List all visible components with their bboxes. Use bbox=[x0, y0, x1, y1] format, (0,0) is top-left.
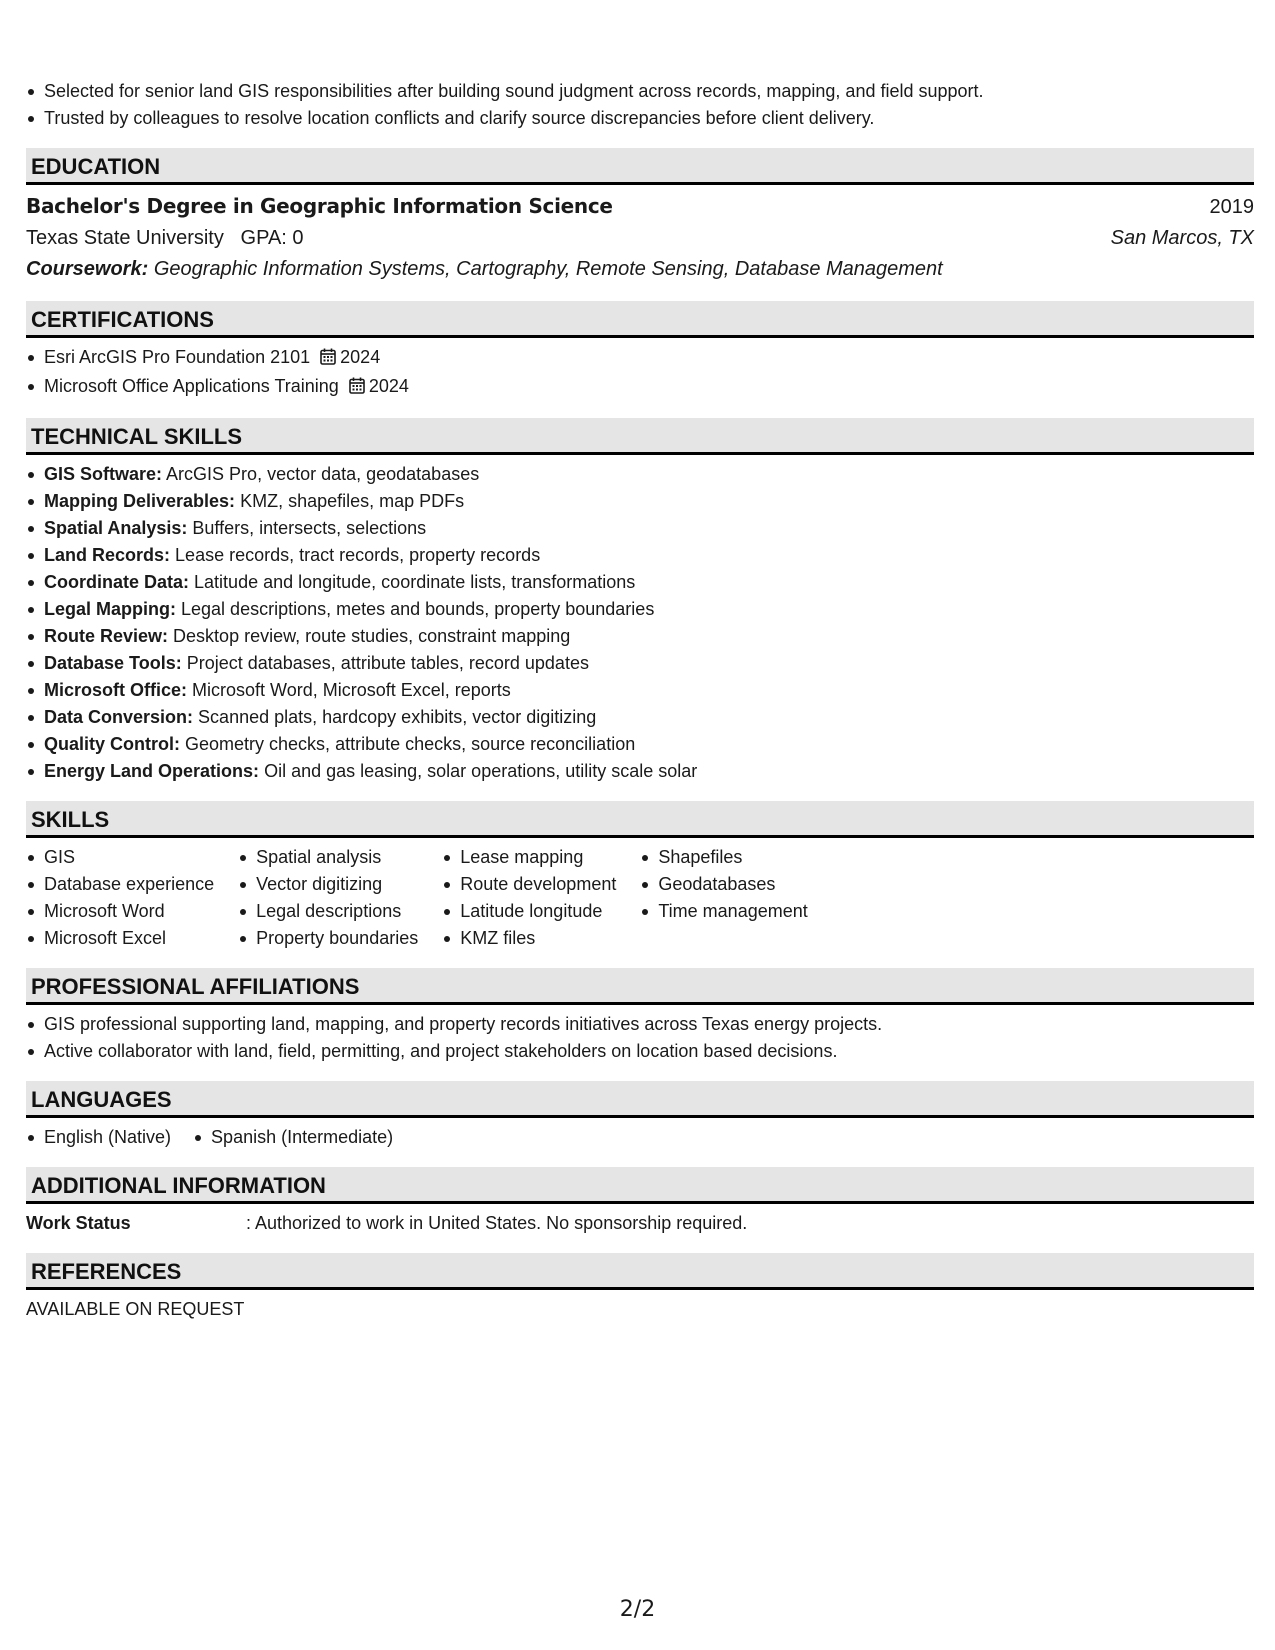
skill-value: Oil and gas leasing, solar operations, utility scale solar bbox=[264, 761, 698, 781]
list-item: Route development bbox=[460, 871, 616, 898]
list-item bbox=[44, 650, 1254, 677]
section-heading-languages: LANGUAGES bbox=[26, 1081, 1254, 1118]
school-location: San Marcos, TX bbox=[1110, 227, 1254, 249]
skill-value: Microsoft Word, Microsoft Excel, reports bbox=[192, 680, 511, 700]
work-status-row bbox=[26, 1210, 1254, 1237]
skills-column bbox=[26, 844, 214, 952]
coursework-list: Geographic Information Systems, Cartography, Remote Sensing, Database Management bbox=[153, 258, 943, 280]
list-item: Microsoft Word bbox=[44, 898, 214, 925]
certifications-section bbox=[26, 338, 1254, 402]
list-item bbox=[44, 542, 1254, 569]
references-text: AVAILABLE ON REQUEST bbox=[26, 1299, 245, 1319]
page-number: 2/2 bbox=[619, 1597, 656, 1622]
skills-column bbox=[442, 844, 616, 952]
list-item: KMZ files bbox=[460, 925, 616, 952]
certification-name: Esri ArcGIS Pro Foundation 2101 bbox=[44, 347, 311, 367]
gpa: GPA: 0 bbox=[240, 227, 304, 249]
calendar-icon bbox=[320, 346, 336, 373]
section-heading-certifications: CERTIFICATIONS bbox=[26, 301, 1254, 338]
calendar-icon bbox=[349, 375, 365, 402]
school-name: Texas State University bbox=[26, 227, 224, 249]
language-list bbox=[26, 1124, 171, 1151]
certification-item bbox=[44, 373, 1254, 402]
skill-label: Data Conversion: bbox=[44, 707, 194, 727]
list-item: Microsoft Excel bbox=[44, 925, 214, 952]
list-item bbox=[44, 677, 1254, 704]
skill-value: Geometry checks, attribute checks, source reconciliation bbox=[185, 734, 636, 754]
certification-list bbox=[26, 344, 1254, 402]
section-heading-technical-skills: TECHNICAL SKILLS bbox=[26, 418, 1254, 455]
skill-label: Mapping Deliverables: bbox=[44, 491, 236, 511]
certification-year: 2024 bbox=[340, 347, 381, 367]
list-item: Geodatabases bbox=[658, 871, 807, 898]
language-item: English (Native) bbox=[44, 1124, 171, 1151]
list-item: Vector digitizing bbox=[256, 871, 418, 898]
list-item bbox=[44, 623, 1254, 650]
skill-value: Desktop review, route studies, constraint mapping bbox=[173, 626, 571, 646]
skill-label: Coordinate Data: bbox=[44, 572, 190, 592]
skill-value: ArcGIS Pro, vector data, geodatabases bbox=[166, 464, 480, 484]
list-item: Lease mapping bbox=[460, 844, 616, 871]
list-item bbox=[44, 488, 1254, 515]
affiliations-list bbox=[26, 1011, 1254, 1065]
list-item: Latitude longitude bbox=[460, 898, 616, 925]
skills-grid bbox=[26, 838, 1254, 952]
education-section bbox=[26, 185, 1254, 285]
technical-skills-list bbox=[26, 461, 1254, 785]
list-item: Selected for senior land GIS responsibilities after building sound judgment across records, mapping, and field support. bbox=[44, 78, 1254, 105]
list-item bbox=[44, 596, 1254, 623]
additional-information-section bbox=[26, 1204, 1254, 1237]
languages-section bbox=[26, 1118, 1254, 1151]
list-item: Trusted by colleagues to resolve location conflicts and clarify source discrepancies before client delivery. bbox=[44, 105, 1254, 132]
skill-label: Database Tools: bbox=[44, 653, 182, 673]
list-item: Shapefiles bbox=[658, 844, 807, 871]
technical-skills-section bbox=[26, 455, 1254, 785]
list-item bbox=[44, 758, 1254, 785]
skill-value: Legal descriptions, metes and bounds, property boundaries bbox=[181, 599, 655, 619]
list-item bbox=[44, 461, 1254, 488]
certification-name: Microsoft Office Applications Training bbox=[44, 376, 339, 396]
references-section bbox=[26, 1290, 1254, 1323]
skills-column bbox=[640, 844, 807, 952]
skill-value: KMZ, shapefiles, map PDFs bbox=[240, 491, 465, 511]
list-item: Time management bbox=[658, 898, 807, 925]
skill-value: Latitude and longitude, coordinate lists, transformations bbox=[194, 572, 636, 592]
skill-label: Spatial Analysis: bbox=[44, 518, 188, 538]
skill-label: Route Review: bbox=[44, 626, 169, 646]
coursework-label: Coursework: bbox=[26, 258, 149, 280]
certification-year: 2024 bbox=[368, 376, 409, 396]
graduation-year: 2019 bbox=[1209, 196, 1254, 218]
list-item: Database experience bbox=[44, 871, 214, 898]
skill-label: Quality Control: bbox=[44, 734, 180, 754]
list-item bbox=[44, 569, 1254, 596]
skill-label: Energy Land Operations: bbox=[44, 761, 260, 781]
affiliations-section bbox=[26, 1005, 1254, 1065]
skill-value: Scanned plats, hardcopy exhibits, vector digitizing bbox=[198, 707, 597, 727]
work-status-value: : Authorized to work in United States. No sponsorship required. bbox=[246, 1213, 748, 1233]
list-item bbox=[44, 731, 1254, 758]
language-item: Spanish (Intermediate) bbox=[211, 1124, 393, 1151]
coursework-line bbox=[26, 254, 1254, 285]
degree-title: Bachelor's Degree in Geographic Information Science bbox=[26, 194, 613, 218]
resume-page bbox=[26, 78, 1254, 1323]
skill-value: Project databases, attribute tables, record updates bbox=[186, 653, 589, 673]
list-item: Property boundaries bbox=[256, 925, 418, 952]
work-status-label: Work Status bbox=[26, 1213, 131, 1233]
skill-label: Microsoft Office: bbox=[44, 680, 188, 700]
skill-label: Land Records: bbox=[44, 545, 171, 565]
skill-value: Lease records, tract records, property records bbox=[175, 545, 541, 565]
section-heading-references: REFERENCES bbox=[26, 1253, 1254, 1290]
list-item: Active collaborator with land, field, permitting, and project stakeholders on location based decisions. bbox=[44, 1038, 1254, 1065]
list-item bbox=[44, 515, 1254, 542]
skills-column bbox=[238, 844, 418, 952]
list-item: Legal descriptions bbox=[256, 898, 418, 925]
section-heading-affiliations: PROFESSIONAL AFFILIATIONS bbox=[26, 968, 1254, 1005]
school-line bbox=[26, 223, 304, 254]
list-item: Spatial analysis bbox=[256, 844, 418, 871]
skill-label: GIS Software: bbox=[44, 464, 163, 484]
section-heading-additional-information: ADDITIONAL INFORMATION bbox=[26, 1167, 1254, 1204]
list-item: GIS professional supporting land, mapping, and property records initiatives across Texas energy projects. bbox=[44, 1011, 1254, 1038]
section-heading-skills: SKILLS bbox=[26, 801, 1254, 838]
intro-bullet-list bbox=[26, 78, 1254, 132]
skill-label: Legal Mapping: bbox=[44, 599, 176, 619]
section-heading-education: EDUCATION bbox=[26, 148, 1254, 185]
skill-value: Buffers, intersects, selections bbox=[192, 518, 427, 538]
list-item bbox=[44, 704, 1254, 731]
certification-item bbox=[44, 344, 1254, 373]
language-list bbox=[193, 1124, 393, 1151]
list-item: GIS bbox=[44, 844, 214, 871]
